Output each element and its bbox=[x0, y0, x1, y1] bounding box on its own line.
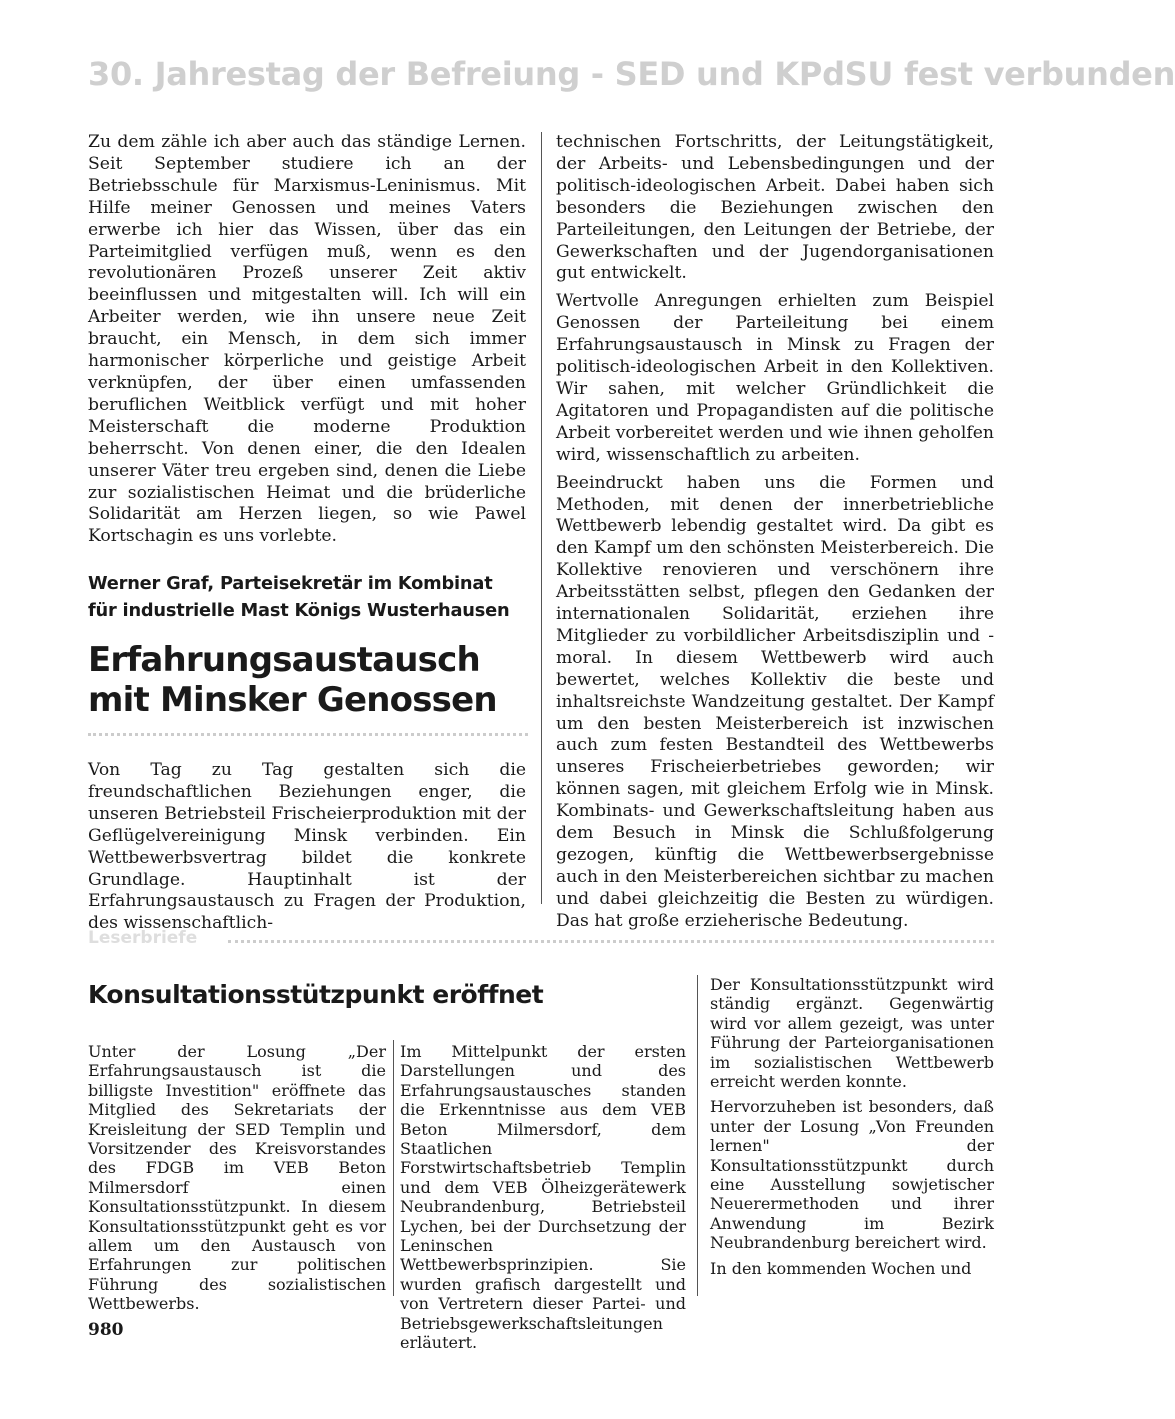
article-right-paragraph-3: Beeindruckt haben uns die Formen und Methoden, mit denen der innerbetriebliche Wettbewerb lebendig gestaltet wird. Da gibt es den Kampf um den schönsten Meisterbereich. Die Kollektive renovieren und verschönern ihre Arbeitsstätten selbst, pflegen den Gedanken der internationalen Solidarität, erziehen ihre Mitglieder zu vorbildlicher Arbeitsdisziplin und -moral. In diesem Wettbewerb wird auch bewertet, welches Kollektiv die beste und inhaltsreichste Wandzeitung gestaltet. Der Kampf um den besten Meisterbereich ist inzwischen auch zum festen Bestandteil des Wettbewerbs unseres Frischeierbetriebes geworden; wir können sagen, mit gleichem Erfolg wie in Minsk. Kombinats- und Gewerkschaftsleitung haben aus dem Besuch in Minsk die Schlußfolgerung gezogen, künftig die Wettbewerbsergebnisse auch in den Meisterbereichen sichtbar zu machen und dabei gleichzeitig die Besten zu würdigen. Das hat große erzieherische Bedeutung. bbox=[556, 472, 994, 931]
headline-line-2: mit Minsker Genossen bbox=[88, 680, 497, 720]
letter-col3-paragraph-3: In den kommenden Wochen und bbox=[710, 1258, 972, 1278]
article-right-column bbox=[556, 132, 994, 933]
running-header: 30. Jahrestag der Befreiung - SED und KPdSU fest verbunden bbox=[88, 55, 1175, 93]
letter-col3-paragraph-1: Der Konsultationsstützpunkt wird ständig ergänzt. Gegenwärtig wird vor allem gezeigt, was unter Führung der Parteiorganisationen im sozialistischen Wettbewerb erreicht werden konnte. bbox=[710, 975, 994, 1092]
article-right-paragraph-1: technischen Fortschritts, der Leitungstätigkeit, der Arbeits- und Lebensbedingungen und der politisch-ideologischen Arbeit. Dabei haben sich besonders die Beziehungen zwischen den Parteileitungen, den Leitungen der Betriebe, der Gewerkschaften und der Jugendorganisationen gut entwickelt. bbox=[556, 132, 994, 284]
article-intro: Von Tag zu Tag gestalten sich die freundschaftlichen Beziehungen enger, die unseren Betriebsteil Frischeierproduktion mit der Geflügelvereinigung Minsk verbinden. Ein Wettbewerbsvertrag bildet die konkrete Grundlage. Hauptinhalt ist der Erfahrungsaustausch zu Fragen der Produktion, des wissenschaftlich- bbox=[88, 760, 526, 934]
author-line-2: für industrielle Mast Königs Wusterhausen bbox=[88, 600, 510, 621]
letter-col2-text: Im Mittelpunkt der ersten Darstellungen und des Erfahrungsaustausches standen die Erkenntnisse aus dem VEB Beton Milmersdorf, dem Staatlichen Forstwirtschaftsbetrieb Templin und dem VEB Ölheizgerätewerk Neubrandenburg, Betriebsteil Lychen, bei der Durchsetzung der Leninschen Wettbewerbsprinzipien. Sie wurden grafisch dargestellt und von Vertretern dieser Partei- und Betriebsgewerkschaftsleitungen erläutert. bbox=[400, 1042, 686, 1353]
column-divider-top bbox=[541, 132, 542, 904]
letter-column-2 bbox=[400, 1042, 686, 1353]
article-headline bbox=[88, 640, 548, 720]
article-intro-column bbox=[88, 760, 526, 935]
author-line-1: Werner Graf, Parteisekretär im Kombinat bbox=[88, 573, 493, 594]
dotted-rule-section bbox=[228, 940, 994, 943]
column-divider-bottom-1 bbox=[393, 1040, 394, 1296]
letter-column-1 bbox=[88, 1042, 386, 1314]
top-left-column bbox=[88, 132, 526, 548]
article-right-paragraph-2: Wertvolle Anregungen erhielten zum Beispiel Genossen der Parteileitung bei einem Erfahrungsaustausch in Minsk zu Fragen der politisch-ideologischen Arbeit in den Kollektiven. Wir sahen, mit welcher Gründlichkeit die Agitatoren und Propagandisten auf die politische Arbeit vorbereitet werden und wie ihnen geholfen wird, wissenschaftlich zu arbeiten. bbox=[556, 291, 994, 465]
dotted-rule-article bbox=[88, 733, 528, 736]
column-divider-bottom-2 bbox=[697, 975, 698, 1296]
author-byline bbox=[88, 570, 528, 624]
headline-line-1: Erfahrungsaustausch bbox=[88, 640, 480, 680]
paragraph-top-left: Zu dem zähle ich aber auch das ständige Lernen. Seit September studiere ich an der Betriebsschule für Marxismus-Leninismus. Mit Hilfe meiner Genossen und meines Vaters erwerbe ich hier das Wissen, über das ein Parteimitglied verfügen muß, wenn es den revolutionären Prozeß unserer Zeit aktiv beeinflussen und mitgestalten will. Ich will ein Arbeiter werden, wie ihn unsere neue Zeit braucht, ein Mensch, in dem sich immer harmonischer körperliche und geistige Arbeit verknüpfen, der über einen umfassenden beruflichen Weitblick verfügt und mit hoher Meisterschaft die moderne Produktion beherrscht. Von denen einer, die den Idealen unserer Väter treu ergeben sind, denen die Liebe zur sozialistischen Heimat und die brüderliche Solidarität am Herzen liegen, so wie Pawel Kortschagin es uns vorlebte. bbox=[88, 132, 526, 547]
letter-col1-text: Unter der Losung „Der Erfahrungsaustausch ist die billigste Investition" eröffnete das Mitglied des Sekretariats der Kreisleitung der SED Templin und Vorsitzender des Kreisvorstandes des FDGB im VEB Beton Milmersdorf einen Konsultationsstützpunkt. In diesem Konsultationsstützpunkt geht es vor allem um den Austausch von Erfahrungen zur politischen Führung des sozialistischen Wettbewerbs. bbox=[88, 1042, 386, 1314]
letter-col3-paragraph-2: Hervorzuheben ist besonders, daß unter der Losung „Von Freunden lernen" der Konsultationsstützpunkt durch eine Ausstellung sowjetischer Neuerermethoden und ihrer Anwendung im Bezirk Neubrandenburg bereichert wird. bbox=[710, 1097, 994, 1253]
page-number: 980 bbox=[88, 1320, 124, 1340]
letter-column-3 bbox=[710, 975, 994, 1278]
section-label: Leserbriefe bbox=[88, 928, 198, 948]
letter-headline: Konsultationsstützpunkt eröffnet bbox=[88, 980, 544, 1009]
